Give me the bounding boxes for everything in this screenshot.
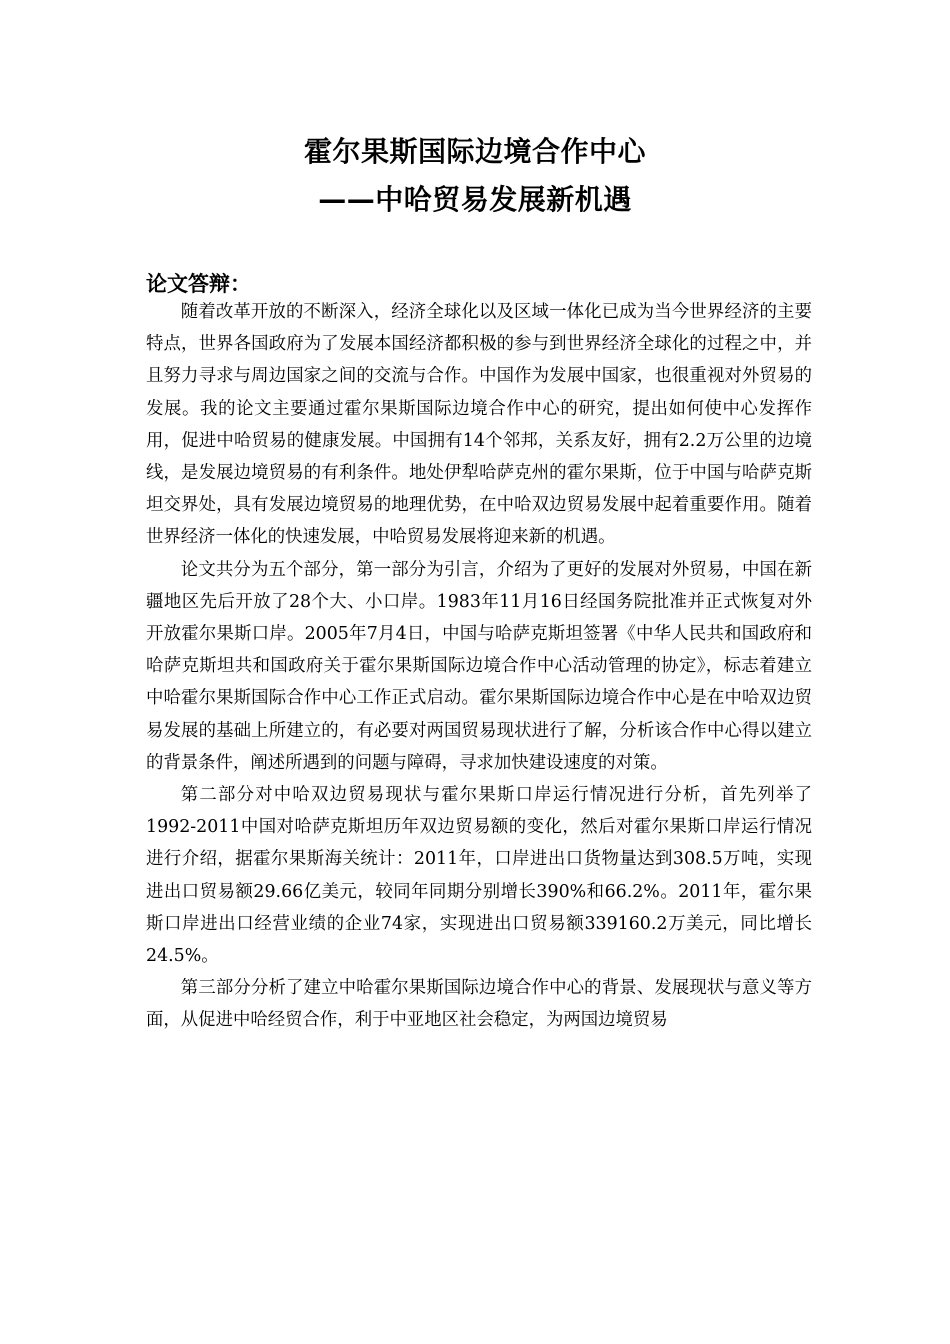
paragraph-part-three: 第三部分分析了建立中哈霍尔果斯国际边境合作中心的背景、发展现状与意义等方面，从促进中哈经贸合作，利于中亚地区社会稳定，为两国边境贸易 [146,978,812,1031]
document-title: 霍尔果斯国际边境合作中心 [303,135,646,168]
body-text [146,296,812,1037]
title-block [0,128,950,224]
document-subtitle: ——中哈贸易发展新机遇 [318,183,632,216]
section-heading: 论文答辩： [146,272,251,296]
paragraph-part-two: 第二部分对中哈双边贸易现状与霍尔果斯口岸运行情况进行分析，首先列举了1992-2011中国对哈萨克斯坦历年双边贸易额的变化，然后对霍尔果斯口岸运行情况进行介绍，据霍尔果斯海关统计：2011年，口岸进出口货物量达到308.5万吨，实现进出口贸易额29.66亿美元，较同年同期分别增长390%和66.2%。2011年，霍尔果斯口岸进出口经营业绩的企业74家，实现进出口贸易额339160.2万美元，同比增长24.5%。 [146,785,812,967]
paragraph-part-one: 论文共分为五个部分，第一部分为引言，介绍为了更好的发展对外贸易，中国在新疆地区先后开放了28个大、小口岸。1983年11月16日经国务院批准并正式恢复对外开放霍尔果斯口岸。2005年7月4日，中国与哈萨克斯坦签署《中华人民共和国政府和哈萨克斯坦共和国政府关于霍尔果斯国际边境合作中心活动管理的协定》，标志着建立中哈霍尔果斯国际合作中心工作正式启动。霍尔果斯国际边境合作中心是在中哈双边贸易发展的基础上所建立的，有必要对两国贸易现状进行了解，分析该合作中心得以建立的背景条件，阐述所遇到的问题与障碍，寻求加快建设速度的对策。 [146,559,812,773]
paragraph-intro: 随着改革开放的不断深入，经济全球化以及区域一体化已成为当今世界经济的主要特点，世界各国政府为了发展本国经济都积极的参与到世界经济全球化的过程之中，并且努力寻求与周边国家之间的交流与合作。中国作为发展中国家，也很重视对外贸易的发展。我的论文主要通过霍尔果斯国际边境合作中心的研究，提出如何使中心发挥作用，促进中哈贸易的健康发展。中国拥有14个邻邦，关系友好，拥有2.2万公里的边境线，是发展边境贸易的有利条件。地处伊犁哈萨克州的霍尔果斯，位于中国与哈萨克斯坦交界处，具有发展边境贸易的地理优势，在中哈双边贸易发展中起着重要作用。随着世界经济一体化的快速发展，中哈贸易发展将迎来新的机遇。 [146,302,812,548]
